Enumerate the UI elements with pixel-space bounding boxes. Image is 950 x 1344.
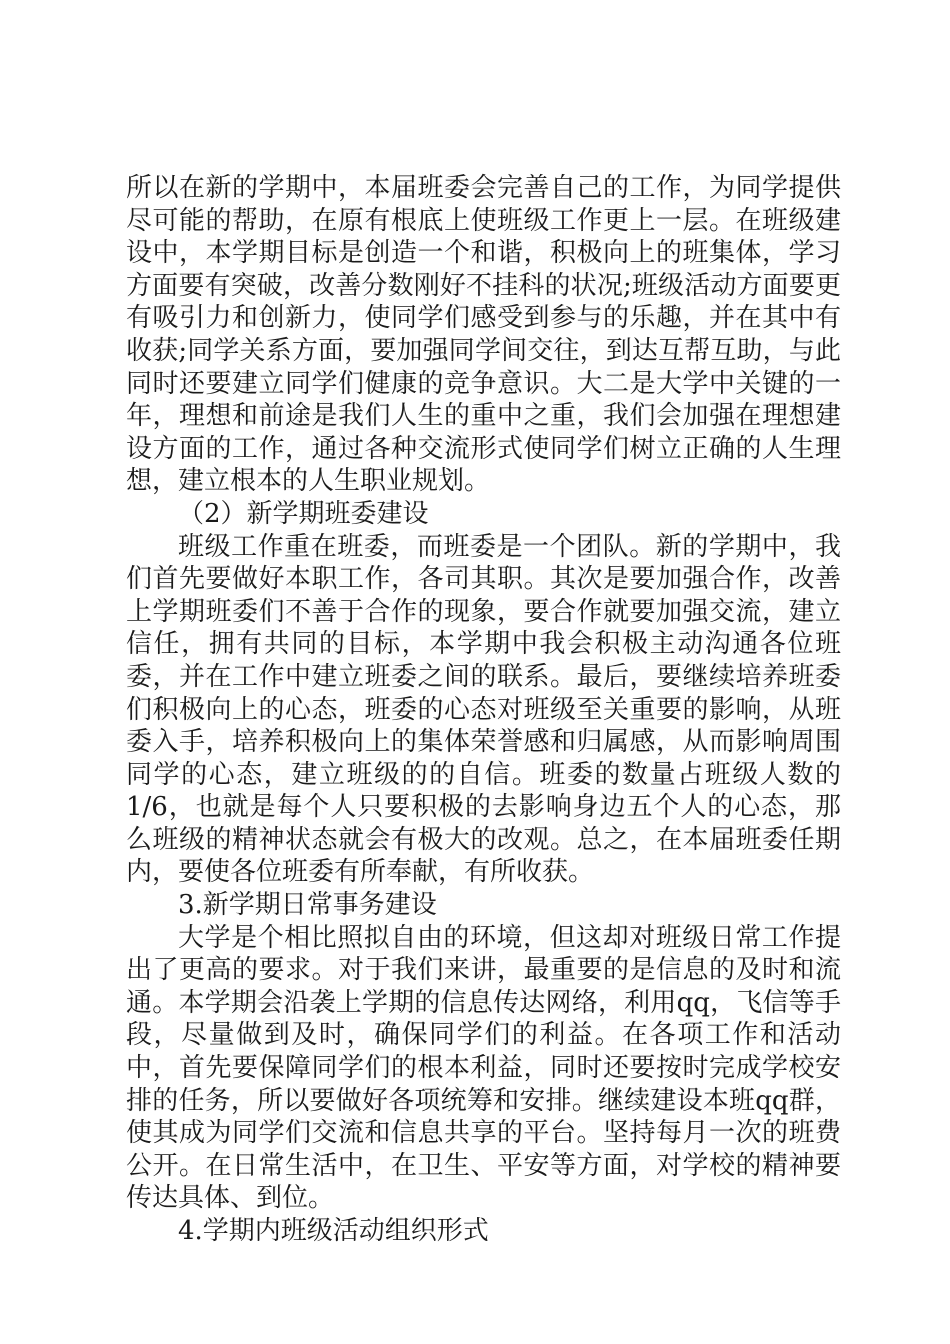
paragraph-daily-affairs: 大学是个相比照拟自由的环境，但这却对班级日常工作提出了更高的要求。对于我们来讲，最重要的是信息的及时和流通。本学期会沿袭上学期的信息传达网络，利用qq，飞信等手段，尽量做到及时，确保同学们的利益。在各项工作和活动中，首先要保障同学们的根本利益，同时还要按时完成学校安排的任务，所以要做好各项统筹和安排。继续建设本班qq群，使其成为同学们交流和信息共享的平台。坚持每月一次的班费公开。在日常生活中，在卫生、平安等方面，对学校的精神要传达具体、到位。 — [126, 922, 841, 1214]
document-body — [126, 172, 841, 1248]
heading-daily-affairs: 3.新学期日常事务建设 — [178, 890, 437, 921]
heading-committee-building: （2）新学期班委建设 — [178, 498, 429, 529]
heading-activity-forms: 4.学期内班级活动组织形式 — [178, 1216, 489, 1246]
paragraph-class-goals: 所以在新的学期中，本届班委会完善自己的工作，为同学提供尽可能的帮助，在原有根底上使班级工作更上一层。在班级建设中，本学期目标是创造一个和谐，积极向上的班集体，学习方面要有突破，改善分数刚好不挂科的状况;班级活动方面要更有吸引力和创新力，使同学们感受到参与的乐趣，并在其中有收获;同学关系方面，要加强同学间交往，到达互帮互助，与此同时还要建立同学们健康的竞争意识。大二是大学中关键的一年，理想和前途是我们人生的重中之重，我们会加强在理想建设方面的工作，通过各种交流形式使同学们树立正确的人生理想，建立根本的人生职业规划。 — [126, 173, 841, 497]
paragraph-committee-building: 班级工作重在班委，而班委是一个团队。新的学期中，我们首先要做好本职工作，各司其职。其次是要加强合作，改善上学期班委们不善于合作的现象，要合作就要加强交流，建立信任，拥有共同的目标，本学期中我会积极主动沟通各位班委，并在工作中建立班委之间的联系。最后，要继续培养班委们积极向上的心态，班委的心态对班级至关重要的影响，从班委入手，培养积极向上的集体荣誉感和归属感，从而影响周围同学的心态，建立班级的的自信。班委的数量占班级人数的1/6，也就是每个人只要积极的去影响身边五个人的心态，那么班级的精神状态就会有极大的改观。总之，在本届班委任期内，要使各位班委有所奉献，有所收获。 — [126, 531, 841, 888]
